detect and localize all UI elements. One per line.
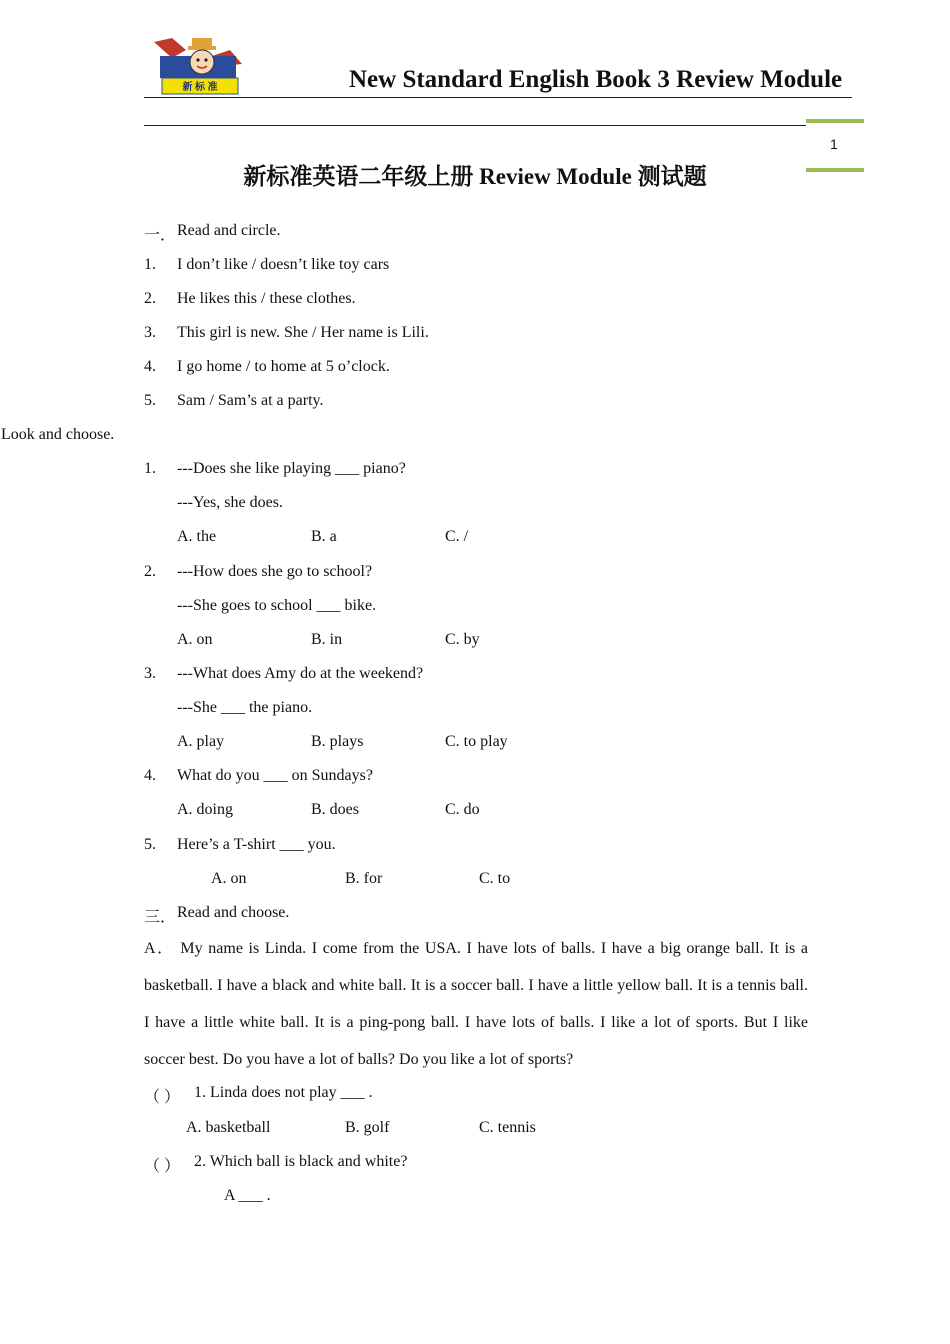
s2-q1-option-a: A. the <box>177 528 217 545</box>
s2-q4-option-b: B. does <box>311 801 359 818</box>
s3-q2-bracket: （ ） <box>144 1158 181 1175</box>
s2-q3-option-a: A. play <box>177 733 225 750</box>
s2-q4-option-a: A. doing <box>177 801 233 818</box>
s3-q1-question: 1. Linda does not play ___ . <box>194 1084 373 1101</box>
s2-q1-question: ---Does she like playing ___ piano? <box>177 460 406 477</box>
s1-item-text: I go home / to home at 5 o’clock. <box>177 358 390 375</box>
s1-item-text: Sam / Sam’s at a party. <box>177 392 324 409</box>
s2-q5-option-c: C. to <box>479 870 511 887</box>
s2-q3-number: 3. <box>144 665 156 682</box>
s1-item-text: He likes this / these clothes. <box>177 290 356 307</box>
s2-q3-question: ---What does Amy do at the weekend? <box>177 665 424 682</box>
page-title: 新标准英语二年级上册 Review Module 测试题 <box>243 164 707 189</box>
s2-q1-number: 1. <box>144 460 156 477</box>
s1-item-number: 5. <box>144 392 156 409</box>
s1-item-number: 3. <box>144 324 156 341</box>
page-marker-top <box>806 119 864 123</box>
s2-q1-answer-line: ---Yes, she does. <box>177 494 283 511</box>
s2-q1-option-c: C. / <box>445 528 469 545</box>
section1-heading: Read and circle. <box>177 222 281 239</box>
s2-q4-number: 4. <box>144 767 156 784</box>
s3-q1-option-b: B. golf <box>345 1119 390 1136</box>
s2-q2-answer-line: ---She goes to school ___ bike. <box>177 597 377 614</box>
s2-q1-option-b: B. a <box>311 528 337 545</box>
s2-q2-option-c: C. by <box>445 631 480 648</box>
s3-q2-question: 2. Which ball is black and white? <box>194 1153 408 1170</box>
s2-q5-number: 5. <box>144 836 156 853</box>
section3-heading: Read and choose. <box>177 904 290 921</box>
s1-item-number: 4. <box>144 358 156 375</box>
s2-q5-question: Here’s a T-shirt ___ you. <box>177 836 336 853</box>
header-title: New Standard English Book 3 Review Module <box>349 66 843 93</box>
section3-heading-number: 三． <box>144 909 177 926</box>
s2-q2-option-b: B. in <box>311 631 343 648</box>
s2-q5-option-a: A. on <box>211 870 247 887</box>
s2-q2-number: 2. <box>144 563 156 580</box>
logo-text: 新 标 准 <box>182 82 218 93</box>
s2-q2-option-a: A. on <box>177 631 213 648</box>
s2-q5-option-b: B. for <box>345 870 383 887</box>
section1-heading-number: 一． <box>144 227 177 244</box>
section2-heading: Look and choose. <box>1 426 115 443</box>
s2-q3-option-c: C. to play <box>445 733 508 750</box>
s1-item-number: 2. <box>144 290 156 307</box>
s1-item-number: 1. <box>144 256 156 273</box>
s3-q1-bracket: （ ） <box>144 1089 181 1106</box>
header-rule <box>144 97 852 98</box>
s2-q2-question: ---How does she go to school? <box>177 563 373 580</box>
publisher-logo <box>152 36 244 96</box>
header-rule-2 <box>144 125 806 126</box>
s2-q3-answer-line: ---She ___ the piano. <box>177 699 313 716</box>
reading-passage: A． My name is Linda. I come from the USA. I have lots of balls. I have a big orange ball. It is a basketball. I have a black and white ball. It is a soccer ball. I have a little yellow ball. It is a tennis ball. I have a little white ball. It is a ping-pong ball. I have lots of balls. I like a lot of sports. But I like soccer best. Do you have a lot of balls? Do you like a lot of sports? <box>144 940 808 1068</box>
page-number: 1 <box>830 136 838 152</box>
s2-q3-option-b: B. plays <box>311 733 364 750</box>
s3-q1-option-c: C. tennis <box>479 1119 536 1136</box>
s2-q4-option-c: C. do <box>445 801 480 818</box>
s2-q4-question: What do you ___ on Sundays? <box>177 767 373 784</box>
s3-q1-option-a: A. basketball <box>186 1119 271 1136</box>
s1-item-text: This girl is new. She / Her name is Lili. <box>177 324 429 341</box>
s3-q2-answer-line: A ___ . <box>224 1187 271 1204</box>
s1-item-text: I don’t like / doesn’t like toy cars <box>177 256 390 273</box>
